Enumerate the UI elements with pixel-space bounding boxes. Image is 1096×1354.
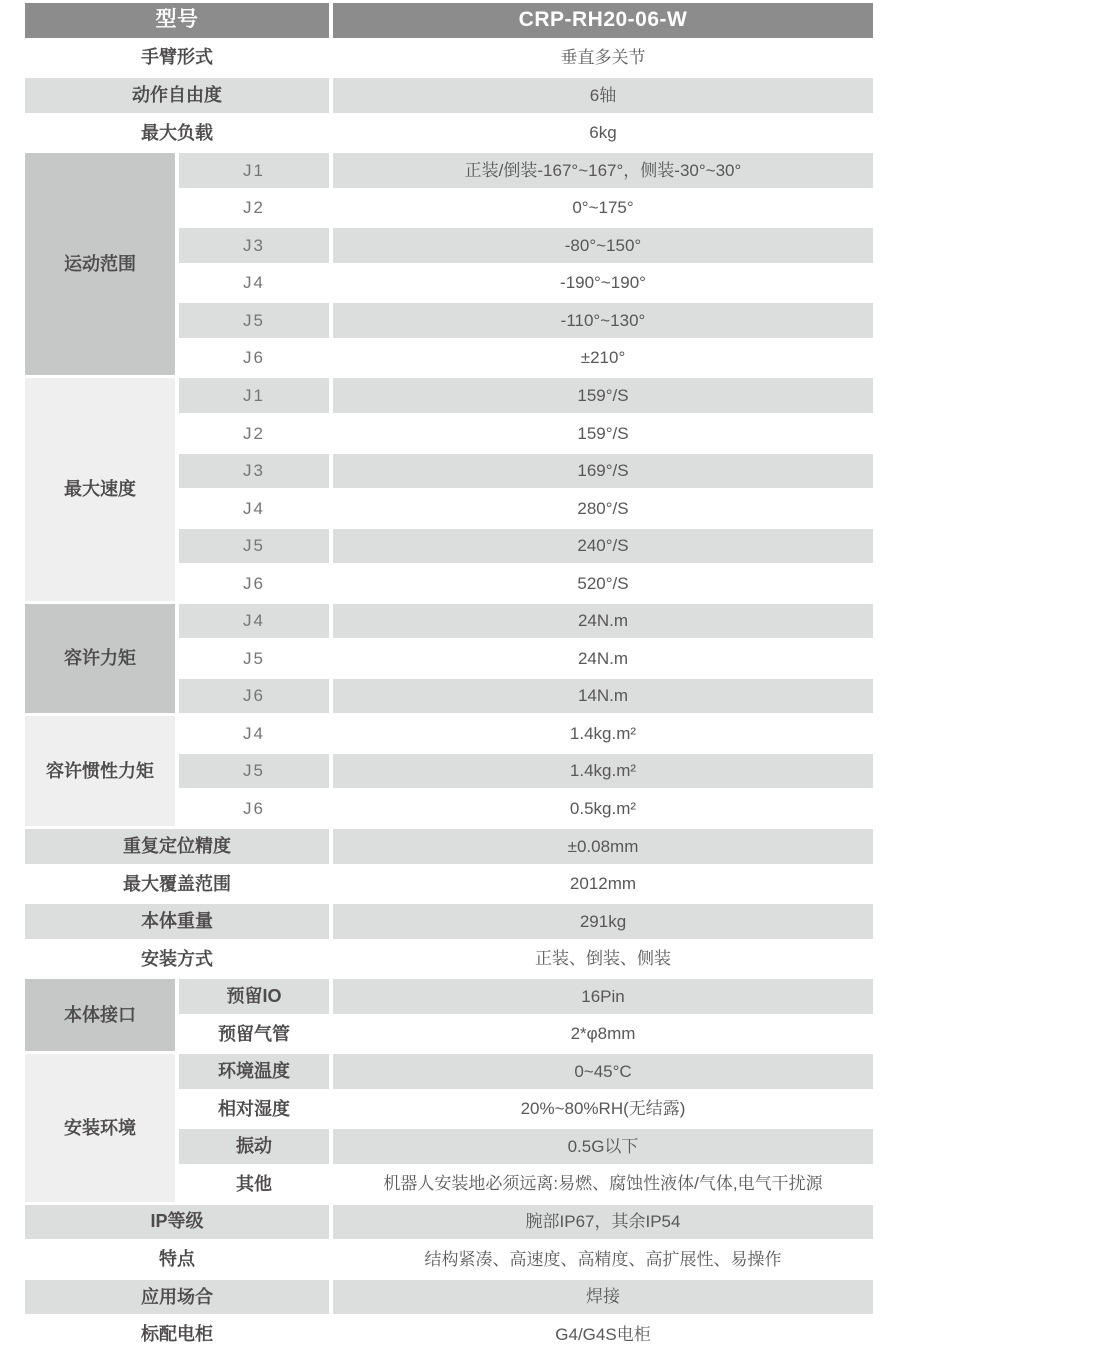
sub-value: 16Pin — [333, 978, 873, 1016]
body-weight-label: 本体重量 — [25, 903, 329, 941]
payload-value: 6kg — [333, 115, 873, 153]
joint-value: 159°/S — [333, 377, 873, 415]
mounting-value: 正装、倒装、侧装 — [333, 941, 873, 979]
application-value: 焊接 — [333, 1279, 873, 1317]
sub-label: 预留IO — [179, 978, 329, 1016]
joint-label: J4 — [179, 265, 329, 303]
allowable-torque-group-label: 容许力矩 — [25, 603, 175, 716]
ip-rating-label: IP等级 — [25, 1204, 329, 1242]
joint-label: J1 — [179, 377, 329, 415]
joint-value: -80°~150° — [333, 227, 873, 265]
joint-label: J2 — [179, 415, 329, 453]
repeatability-value: ±0.08mm — [333, 828, 873, 866]
features-label: 特点 — [25, 1241, 329, 1279]
dof-value: 6轴 — [333, 77, 873, 115]
arm-type-label: 手臂形式 — [25, 40, 329, 78]
joint-value: 159°/S — [333, 415, 873, 453]
joint-value: 24N.m — [333, 603, 873, 641]
body-interface-group-label: 本体接口 — [25, 978, 175, 1053]
sub-value: 机器人安装地必须远离:易燃、腐蚀性液体/气体,电气干扰源 — [333, 1166, 873, 1204]
ip-rating-value: 腕部IP67，其余IP54 — [333, 1204, 873, 1242]
repeatability-label: 重复定位精度 — [25, 828, 329, 866]
joint-label: J4 — [179, 715, 329, 753]
body-weight-value: 291kg — [333, 903, 873, 941]
joint-value: -110°~130° — [333, 302, 873, 340]
payload-label: 最大负载 — [25, 115, 329, 153]
model-header-label: 型号 — [25, 2, 329, 40]
joint-value: 169°/S — [333, 453, 873, 491]
joint-label: J5 — [179, 753, 329, 791]
joint-value: 24N.m — [333, 640, 873, 678]
joint-label: J4 — [179, 603, 329, 641]
spec-table — [25, 2, 873, 1354]
sub-label: 环境温度 — [179, 1053, 329, 1091]
max-speed-group-label: 最大速度 — [25, 377, 175, 602]
joint-label: J5 — [179, 302, 329, 340]
joint-label: J6 — [179, 340, 329, 378]
joint-value: 1.4kg.m² — [333, 753, 873, 791]
joint-label: J5 — [179, 528, 329, 566]
sub-value: 0~45°C — [333, 1053, 873, 1091]
cabinet-value: G4/G4S电柜 — [333, 1316, 873, 1354]
sub-label: 其他 — [179, 1166, 329, 1204]
joint-value: 1.4kg.m² — [333, 715, 873, 753]
sub-label: 相对湿度 — [179, 1091, 329, 1129]
joint-label: J2 — [179, 190, 329, 228]
joint-label: J6 — [179, 565, 329, 603]
joint-value: ±210° — [333, 340, 873, 378]
joint-label: J3 — [179, 453, 329, 491]
application-label: 应用场合 — [25, 1279, 329, 1317]
sub-value: 0.5G以下 — [333, 1128, 873, 1166]
joint-label: J3 — [179, 227, 329, 265]
joint-value: 0.5kg.m² — [333, 790, 873, 828]
environment-group-label: 安装环境 — [25, 1053, 175, 1203]
joint-value: 14N.m — [333, 678, 873, 716]
dof-label: 动作自由度 — [25, 77, 329, 115]
max-reach-value: 2012mm — [333, 866, 873, 904]
sub-value: 20%~80%RH(无结露) — [333, 1091, 873, 1129]
sub-label: 振动 — [179, 1128, 329, 1166]
joint-label: J6 — [179, 678, 329, 716]
allowable-inertia-group-label: 容许惯性力矩 — [25, 715, 175, 828]
mounting-label: 安装方式 — [25, 941, 329, 979]
sub-label: 预留气管 — [179, 1016, 329, 1054]
sub-value: 2*φ8mm — [333, 1016, 873, 1054]
motion-range-group-label: 运动范围 — [25, 152, 175, 377]
arm-type-value: 垂直多关节 — [333, 40, 873, 78]
model-header-value: CRP-RH20-06-W — [333, 2, 873, 40]
joint-value: -190°~190° — [333, 265, 873, 303]
joint-value: 520°/S — [333, 565, 873, 603]
joint-label: J6 — [179, 790, 329, 828]
joint-value: 240°/S — [333, 528, 873, 566]
joint-value: 280°/S — [333, 490, 873, 528]
max-reach-label: 最大覆盖范围 — [25, 866, 329, 904]
joint-value: 0°~175° — [333, 190, 873, 228]
joint-value: 正装/倒装-167°~167°，侧装-30°~30° — [333, 152, 873, 190]
features-value: 结构紧凑、高速度、高精度、高扩展性、易操作 — [333, 1241, 873, 1279]
joint-label: J4 — [179, 490, 329, 528]
joint-label: J1 — [179, 152, 329, 190]
joint-label: J5 — [179, 640, 329, 678]
cabinet-label: 标配电柜 — [25, 1316, 329, 1354]
